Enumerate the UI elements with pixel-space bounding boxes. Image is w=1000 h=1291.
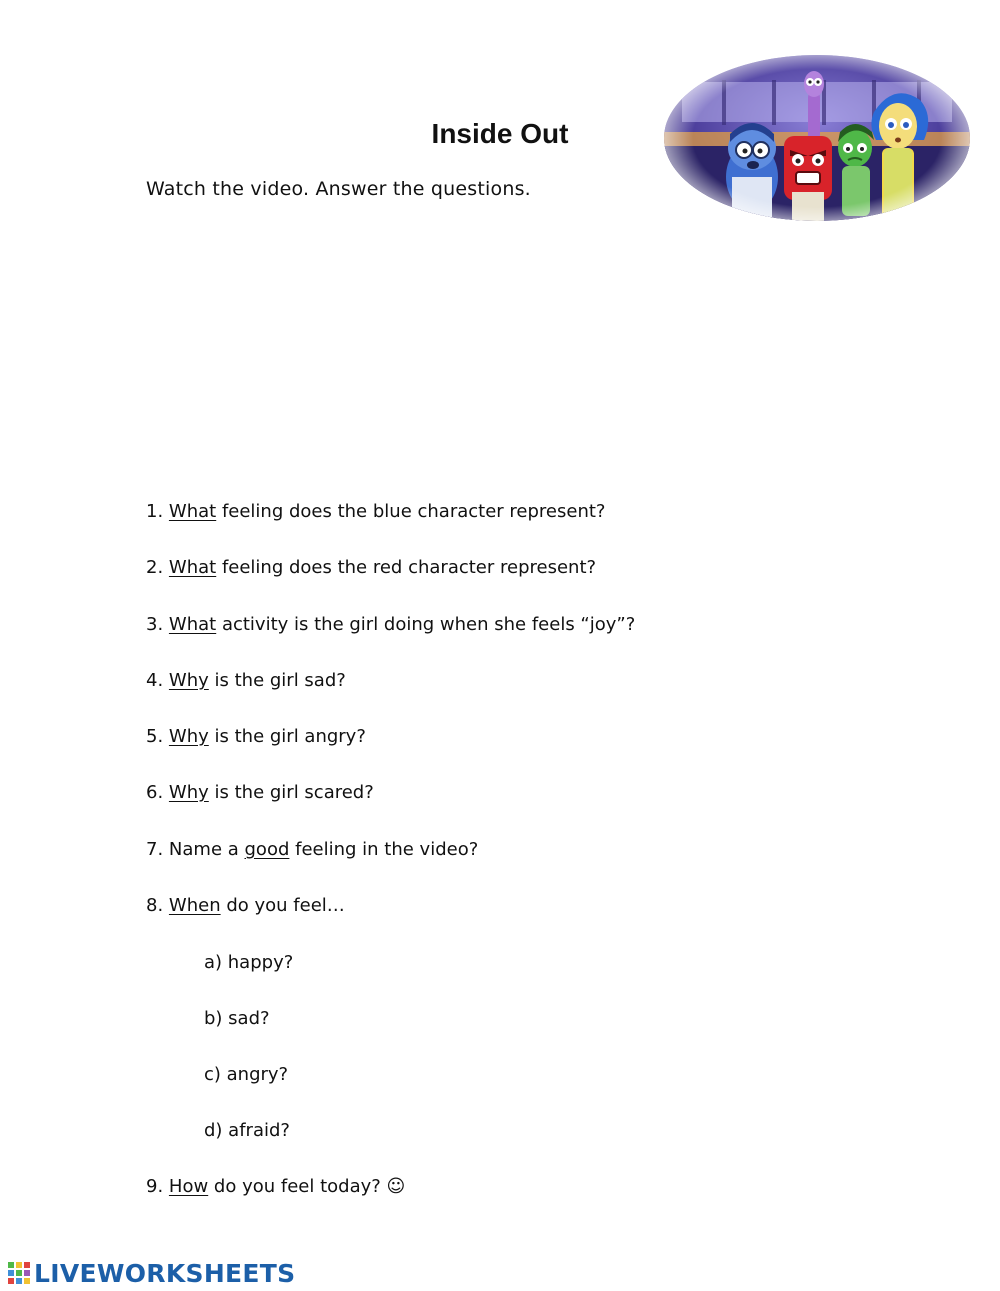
question-7	[146, 839, 478, 860]
question-text: feeling does the red character represent?	[216, 557, 597, 578]
liveworksheets-brand: LIVEWORKSHEETS	[34, 1258, 296, 1288]
liveworksheets-logo-icon	[8, 1262, 30, 1284]
liveworksheets-logo[interactable]	[8, 1258, 295, 1288]
question-1	[146, 501, 605, 522]
question-2	[146, 557, 596, 578]
question-keyword: Why	[168, 782, 209, 803]
question-4	[146, 670, 346, 691]
question-keyword: What	[168, 557, 217, 578]
question-number: 8.	[146, 895, 164, 916]
inside-out-characters-image	[662, 52, 972, 224]
question-keyword: When	[168, 895, 221, 916]
question-number: 1.	[146, 501, 164, 522]
question-number: 3.	[146, 614, 164, 635]
sub-item-d: d) afraid?	[204, 1120, 290, 1141]
worksheet-title: Inside Out	[431, 118, 569, 149]
question-text: do you feel…	[220, 895, 345, 916]
question-text: feeling in the video?	[289, 839, 479, 860]
question-text: is the girl angry?	[208, 726, 366, 747]
sub-item-c: c) angry?	[204, 1064, 289, 1085]
question-text: is the girl sad?	[208, 670, 346, 691]
question-number: 7.	[146, 839, 164, 860]
question-9	[146, 1176, 405, 1197]
question-number: 2.	[146, 557, 164, 578]
question-8	[146, 895, 345, 916]
question-number: 6.	[146, 782, 164, 803]
question-number: 4.	[146, 670, 164, 691]
question-keyword: What	[168, 501, 217, 522]
question-number: 9.	[146, 1176, 164, 1197]
question-text: feeling does the blue character represent?	[216, 501, 606, 522]
question-text: activity is the girl doing when she feels “joy”?	[216, 614, 636, 635]
question-keyword: What	[168, 614, 217, 635]
question-text: is the girl scared?	[208, 782, 374, 803]
question-number: 5.	[146, 726, 164, 747]
question-keyword: Why	[168, 670, 209, 691]
question-5	[146, 726, 366, 747]
question-keyword: good	[244, 839, 290, 860]
question-text: do you feel today? ☺	[208, 1176, 406, 1197]
question-keyword: Why	[168, 726, 209, 747]
question-6	[146, 782, 374, 803]
sub-item-a: a) happy?	[204, 952, 294, 973]
question-prefix: Name a	[163, 839, 245, 860]
question-keyword: How	[168, 1176, 209, 1197]
sub-item-b: b) sad?	[204, 1008, 270, 1029]
instructions-text: Watch the video. Answer the questions.	[146, 178, 531, 200]
question-3	[146, 614, 635, 635]
